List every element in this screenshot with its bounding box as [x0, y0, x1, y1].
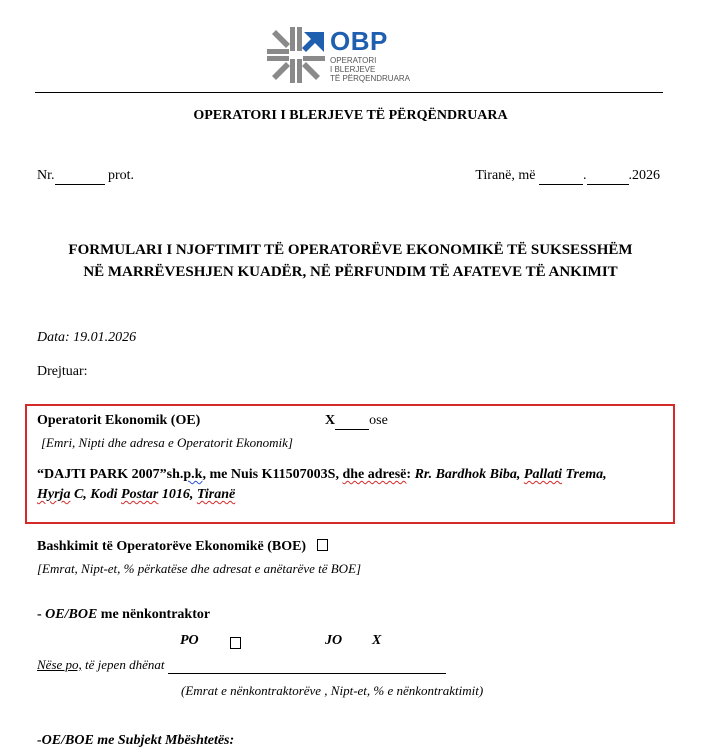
oe-colon: :	[406, 467, 415, 482]
obp-emblem-icon	[266, 26, 326, 84]
oe-trema: Trema,	[562, 467, 607, 482]
oe-street: Rr. Bardhok Biba,	[414, 467, 524, 482]
oe-details-line-2	[37, 487, 235, 503]
boe-row	[37, 539, 328, 555]
po-label: PO	[180, 633, 199, 648]
po-checkbox[interactable]	[230, 635, 241, 653]
sub-oe-boe: OE/BOE	[45, 607, 98, 622]
boe-label: Bashkimit të Operatorëve Ekonomikë (BOE)	[37, 539, 307, 554]
nese-po: Nëse po,	[37, 657, 82, 672]
oe-nuis: , me Nuis K11507003S,	[202, 467, 343, 482]
month-blank	[587, 168, 629, 185]
boe-checkbox[interactable]	[317, 539, 328, 551]
header-divider	[35, 92, 663, 93]
jo-label: JO	[325, 633, 343, 648]
place-date	[475, 168, 660, 185]
oe-pk: p.k	[183, 467, 203, 482]
protocol-number	[37, 168, 134, 185]
sub-dash: -	[37, 607, 46, 622]
obp-logo	[266, 26, 416, 84]
nr-suffix: prot.	[104, 168, 135, 183]
day-blank	[539, 168, 583, 185]
sub-label-rest: me nënkontraktor	[97, 607, 211, 622]
logo-line-2: I BLERJEVE	[330, 65, 376, 74]
tirane-label: Tiranë, më	[475, 168, 539, 183]
jo-mark: X	[372, 633, 382, 648]
oe-details-line-1	[37, 467, 607, 483]
support-label: -OE/BOE me Subjekt Mbështetës:	[37, 733, 235, 748]
oe-postcode: 1016,	[158, 487, 197, 502]
oe-mark: X	[325, 413, 336, 428]
form-title-line-2: NË MARRËVESHJEN KUADËR, NË PËRFUNDIM TË AFATEVE TË ANKIMIT	[83, 264, 618, 280]
org-title: OPERATORI I BLERJEVE TË PËRQËNDRUARA	[193, 108, 508, 123]
sub-hint: (Emrat e nënkontraktorëve , Nipt-et, % e nënkontraktimit)	[181, 683, 484, 698]
nr-label: Nr.	[37, 168, 55, 183]
oe-postar: Postar	[121, 487, 159, 502]
oe-city: Tiranë	[196, 487, 236, 502]
oe-company-name: “DAJTI PARK 2007”sh.	[37, 467, 184, 482]
sub-details-label: të jepen dhënat	[81, 657, 168, 672]
oe-hint: [Emri, Nipti dhe adresa e Operatorit Ekonomik]	[41, 435, 293, 450]
form-date: Data: 19.01.2026	[37, 330, 137, 345]
oe-blank	[335, 413, 369, 430]
oe-ose: ose	[369, 413, 388, 428]
subcontractor-label	[37, 607, 210, 623]
boe-hint: [Emrat, Nipt-et, % përkatëse dhe adresat e anëtarëve të BOE]	[37, 561, 362, 576]
year: .2026	[628, 168, 660, 183]
oe-hyrja: Hyrja	[37, 487, 71, 502]
sub-details-row	[37, 657, 446, 674]
oe-pallati: Pallati	[523, 467, 563, 482]
nr-blank	[55, 168, 105, 185]
logo-line-1: OPERATORI	[330, 56, 377, 65]
oe-kodi: C, Kodi	[70, 487, 122, 502]
form-title-line-1: FORMULARI I NJOFTIMIT TË OPERATORËVE EKONOMIKË TË SUKSESSHËM	[68, 242, 633, 258]
oe-dhe-adrese: dhe adresë	[342, 467, 407, 482]
date-sep: .	[583, 168, 587, 183]
logo-brand: OBP	[330, 26, 388, 56]
logo-line-3: TË PËRQENDRUARA	[330, 74, 411, 83]
addressed-to: Drejtuar:	[37, 364, 88, 379]
sub-details-blank	[168, 657, 446, 674]
oe-selection	[325, 413, 388, 430]
oe-label: Operatorit Ekonomik (OE)	[37, 413, 201, 428]
po-checkbox-box[interactable]	[230, 637, 241, 649]
